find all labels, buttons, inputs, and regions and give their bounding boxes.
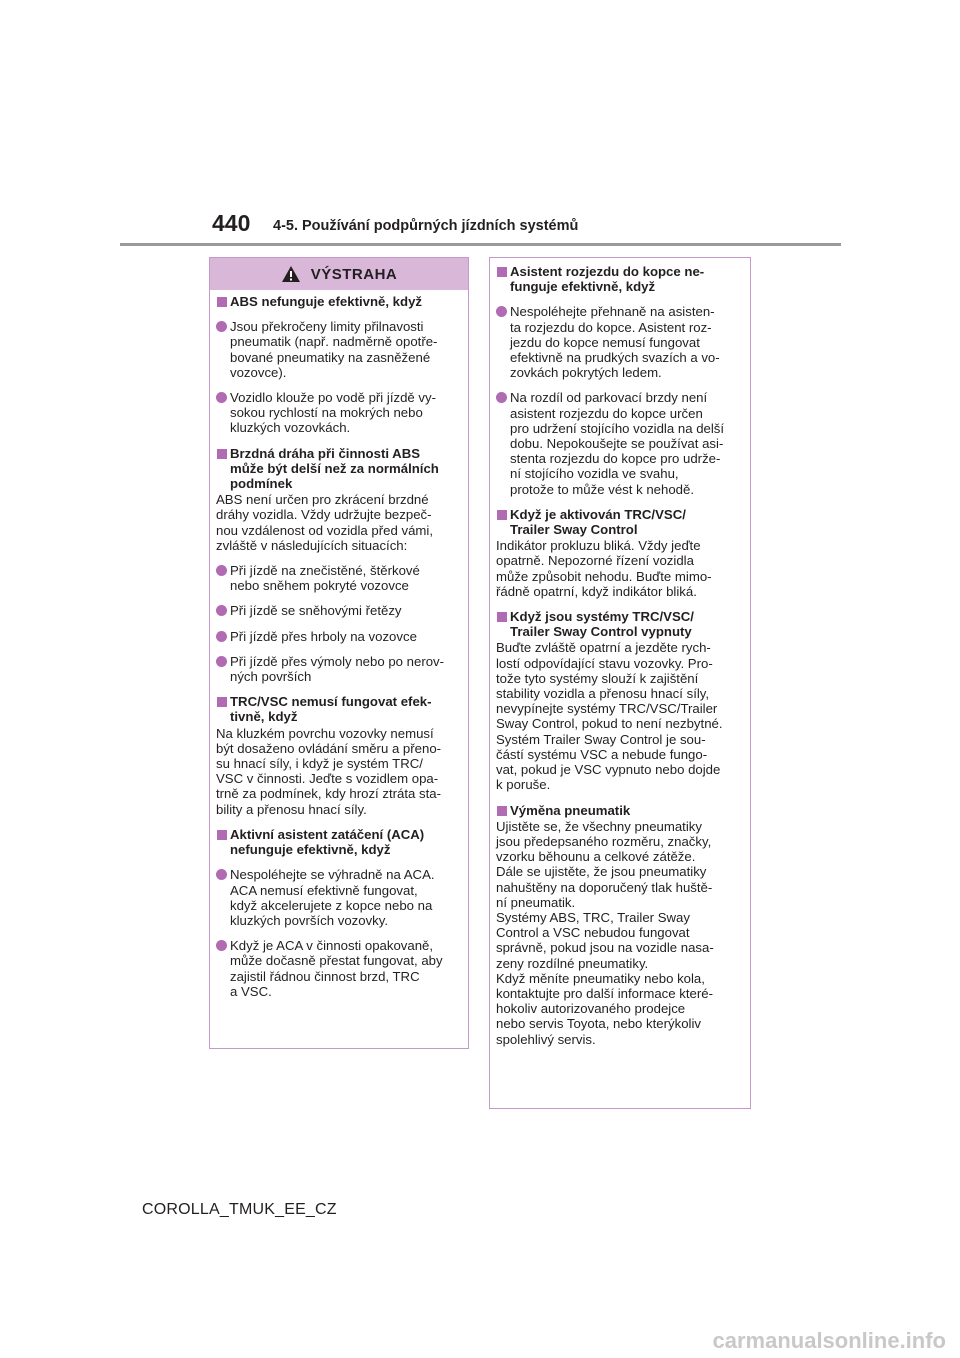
bullet-row — [216, 603, 462, 618]
heading-text: Výměna pneumatik — [510, 802, 631, 818]
warning-bullet-item — [496, 304, 744, 380]
section-heading — [216, 446, 462, 492]
dot-marker — [216, 321, 227, 332]
square-bullet-icon — [496, 264, 510, 294]
dot-marker — [216, 392, 227, 403]
warning-triangle-icon — [281, 265, 301, 283]
square-bullet-icon — [216, 694, 230, 724]
paragraph-text: Na kluzkém povrchu vozovky nemusí být dosaženo ovládání směru a přeno- su hnací síly, i když je systém TRC/ VSC v činnosti. Jeďte s vozidlem opa- trně za podmínek, kdy hrozí ztráta sta- bility a přenosu hnací síly. — [216, 725, 442, 817]
heading-text: TRC/VSC nemusí fungovat efek- tivně, když — [230, 694, 432, 725]
square-marker — [497, 510, 507, 520]
round-bullet-icon — [216, 319, 230, 380]
bullet-text: Při jízdě přes hrboly na vozovce — [230, 628, 417, 644]
dot-marker — [496, 306, 507, 317]
bullet-text: Na rozdíl od parkovací brzdy není asistent rozjezdu do kopce určen pro udržení stojícího vozidla na delší dobu. Nepokoušejte se používat asi- stenta rozjezdu do kopce pro udrže- ní stojícího vozidla ve svahu, protože to může vést k nehodě. — [510, 390, 725, 497]
square-marker — [217, 830, 227, 840]
round-bullet-icon — [216, 603, 230, 618]
heading-text: Když je aktivován TRC/VSC/ Trailer Sway Control — [510, 506, 686, 538]
square-marker — [217, 297, 227, 307]
section-heading — [216, 827, 462, 857]
section-heading — [496, 264, 744, 294]
page-number: 440 — [212, 210, 251, 236]
dot-marker — [216, 656, 227, 667]
warning-section — [496, 507, 744, 599]
warning-box-left — [209, 257, 469, 1049]
warning-bullet-item — [216, 603, 462, 618]
warning-section — [496, 609, 744, 792]
round-bullet-icon — [496, 390, 510, 496]
warning-bullet-item — [216, 938, 462, 999]
square-bullet-icon — [496, 803, 510, 818]
heading-text: ABS nefunguje efektivně, když — [230, 294, 422, 309]
bullet-text: Vozidlo klouže po vodě při jízdě vy- sokou rychlostí na mokrých nebo kluzkých vozovkách. — [230, 390, 436, 436]
round-bullet-icon — [216, 654, 230, 684]
section-heading — [216, 294, 462, 309]
bullet-row — [216, 390, 462, 436]
warning-header — [210, 258, 468, 290]
section-title: 4-5. Používání podpůrných jízdních systémů — [273, 218, 579, 234]
dot-marker — [216, 565, 227, 576]
bullet-text: Při jízdě přes výmoly nebo po nerov- ných površích — [230, 653, 445, 685]
warning-section — [216, 694, 462, 817]
section-heading — [496, 507, 744, 537]
warning-section — [216, 446, 462, 553]
bullet-text: Jsou překročeny limity přilnavosti pneumatik (např. nadměrně opotře- bované pneumatiky na zasněžené vozovce). — [230, 319, 438, 380]
bullet-text: Když je ACA v činnosti opakovaně, může dočasně přestat fungovat, aby zajistil řádnou činnost brzd, TRC a VSC. — [230, 938, 443, 999]
square-bullet-icon — [496, 609, 510, 639]
dot-marker — [216, 631, 227, 642]
bullet-row — [216, 654, 462, 684]
warning-section — [216, 294, 462, 309]
dot-marker — [216, 940, 227, 951]
warning-title: VÝSTRAHA — [310, 265, 398, 283]
square-marker — [217, 449, 227, 459]
round-bullet-icon — [216, 563, 230, 593]
paragraph-text: Indikátor prokluzu bliká. Vždy jeďte opatrně. Nepozorné řízení vozidla může způsobit nehodu. Buďte mimo- řádně opatrní, když indikátor bliká. — [496, 538, 712, 599]
warning-section — [496, 803, 744, 1047]
warning-bullet-item — [216, 629, 462, 644]
warning-section — [496, 264, 744, 294]
heading-text: Brzdná dráha při činnosti ABS může být delší než za normálních podmínek — [230, 445, 439, 492]
warning-bullet-item — [216, 390, 462, 436]
warning-box-right — [489, 257, 751, 1109]
square-bullet-icon — [216, 294, 230, 309]
dot-marker — [496, 392, 507, 403]
warning-bullet-item — [216, 867, 462, 928]
bullet-row — [216, 563, 462, 593]
round-bullet-icon — [216, 390, 230, 436]
round-bullet-icon — [216, 629, 230, 644]
heading-text: Asistent rozjezdu do kopce ne- funguje efektivně, když — [510, 264, 705, 295]
square-bullet-icon — [216, 827, 230, 857]
bullet-row — [496, 304, 744, 380]
heading-text: Když jsou systémy TRC/VSC/ Trailer Sway Control vypnuty — [510, 609, 694, 640]
paragraph-text: Ujistěte se, že všechny pneumatiky jsou předepsaného rozměru, značky, vzorku běhounu a celkové zátěže. Dále se ujistěte, že jsou pneumatiky nahuštěny na doporučený tlak huště- ní pneumatik. Systémy ABS, TRC, Trailer Sway Control a VSC nebudou fungovat správně, pokud jsou na vozidle nasa- zeny rozdílné pneumatiky. Když měníte pneumatiky nebo kola, kontaktujte pro další informace které- hokoliv autorizovaného prodejce nebo servis Toyota, nebo kterýkoliv spolehlivý servis. — [496, 818, 714, 1047]
square-marker — [497, 612, 507, 622]
watermark: carmanualsonline.info — [712, 1328, 946, 1353]
warning-content-left — [210, 290, 468, 999]
bullet-text: Nespoléhejte se výhradně na ACA. ACA nemusí efektivně fungovat, když akcelerujete z kopce nebo na kluzkých površích vozovky. — [230, 867, 435, 928]
bullet-row — [216, 938, 462, 999]
heading-text: Aktivní asistent zatáčení (ACA) nefunguje efektivně, když — [230, 826, 425, 858]
header-rule — [120, 243, 841, 246]
bullet-text: Při jízdě se sněhovými řetězy — [230, 603, 402, 619]
round-bullet-icon — [496, 304, 510, 380]
bullet-text: Při jízdě na znečistěné, štěrkové nebo sněhem pokryté vozovce — [230, 563, 420, 594]
round-bullet-icon — [216, 867, 230, 928]
bullet-row — [216, 867, 462, 928]
square-marker — [497, 267, 507, 277]
square-bullet-icon — [216, 446, 230, 492]
section-heading — [216, 694, 462, 724]
bullet-row — [496, 390, 744, 496]
paragraph-text: ABS není určen pro zkrácení brzdné dráhy vozidla. Vždy udržujte bezpeč- nou vzdálenost od vozidla před vámi, zvláště v následujících situacích: — [216, 492, 433, 553]
section-heading — [496, 609, 744, 639]
paragraph-text: Buďte zvláště opatrní a jezděte rych- lostí odpovídající stavu vozovky. Pro- tože tyto systémy slouží k zajištění stability vozidla a přenosu hnací síly, nevypínejte systémy TRC/VSC/Trailer Sway Control, pokud to není nezbytné. Systém Trailer Sway Control je sou- částí systému VSC a nebude fungo- vat, pokud je VSC vypnuto nebo dojde k poruše. — [496, 640, 723, 793]
warning-bullet-item — [496, 390, 744, 496]
square-marker — [217, 697, 227, 707]
bullet-row — [216, 629, 462, 644]
warning-bullet-item — [216, 319, 462, 380]
warning-bullet-item — [216, 654, 462, 684]
round-bullet-icon — [216, 938, 230, 999]
bullet-row — [216, 319, 462, 380]
bullet-text: Nespoléhejte přehnaně na asisten- ta rozjezdu do kopce. Asistent roz- jezdu do kopce nemusí fungovat efektivně na prudkých svazích a vo- zovkách pokrytých ledem. — [510, 304, 720, 381]
footer-code: COROLLA_TMUK_EE_CZ — [142, 1201, 337, 1218]
dot-marker — [216, 605, 227, 616]
warning-content-right — [490, 258, 750, 1047]
dot-marker — [216, 869, 227, 880]
square-bullet-icon — [496, 507, 510, 537]
section-heading — [496, 803, 744, 818]
warning-section — [216, 827, 462, 857]
warning-bullet-item — [216, 563, 462, 593]
square-marker — [497, 806, 507, 816]
